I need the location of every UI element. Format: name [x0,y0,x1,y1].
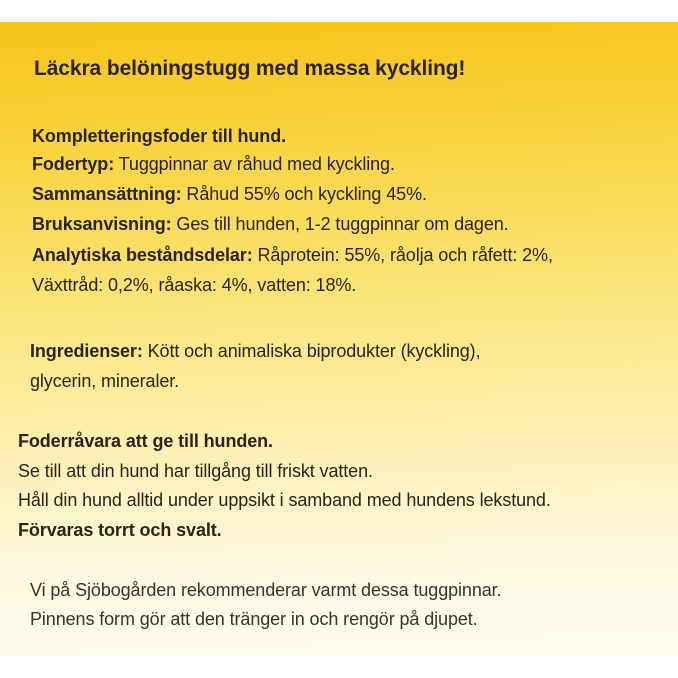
fodertyp-line [32,153,395,175]
bruksanvisning-line [32,213,509,235]
headline: Läckra belöningstugg med massa kyckling! [34,57,466,80]
sammansattning-line [32,183,427,205]
analytiska-label: Analytiska beståndsdelar: [32,245,253,265]
ingredienser-label: Ingredienser: [30,341,143,361]
analytiska-line [32,244,553,266]
supervision-line: Håll din hund alltid under uppsikt i samband med hundens lekstund. [18,490,551,510]
water-line: Se till att din hund har tillgång till friskt vatten. [18,461,373,481]
fodertyp-label: Fodertyp: [32,154,115,174]
recommendation-line: Vi på Sjöbogården rekommenderar varmt dessa tuggpinnar. [30,580,502,600]
analytiska-value: Råprotein: 55%, råolja och råfett: 2%, [252,245,553,265]
storage-line: Förvaras torrt och svalt. [18,520,222,540]
bruksanvisning-value: Ges till hunden, 1-2 tuggpinnar om dagen. [171,214,509,234]
bruksanvisning-label: Bruksanvisning: [32,214,172,234]
product-label [0,22,678,656]
fodertyp-value: Tuggpinnar av råhud med kyckling. [114,154,395,174]
feed-type-heading: Kompletteringsfoder till hund. [32,126,286,146]
foderravara-heading: Foderråvara att ge till hunden. [18,431,273,451]
ingredienser-line-2: glycerin, mineraler. [30,371,180,391]
ingredienser-value: Kött och animaliska biprodukter (kyckling), [142,341,481,361]
shape-line: Pinnens form gör att den tränger in och rengör på djupet. [30,609,478,629]
analytiska-line-2: Växttråd: 0,2%, råaska: 4%, vatten: 18%. [32,275,357,295]
sammansattning-value: Råhud 55% och kyckling 45%. [181,184,427,204]
sammansattning-label: Sammansättning: [32,184,182,204]
ingredienser-line [30,340,480,362]
